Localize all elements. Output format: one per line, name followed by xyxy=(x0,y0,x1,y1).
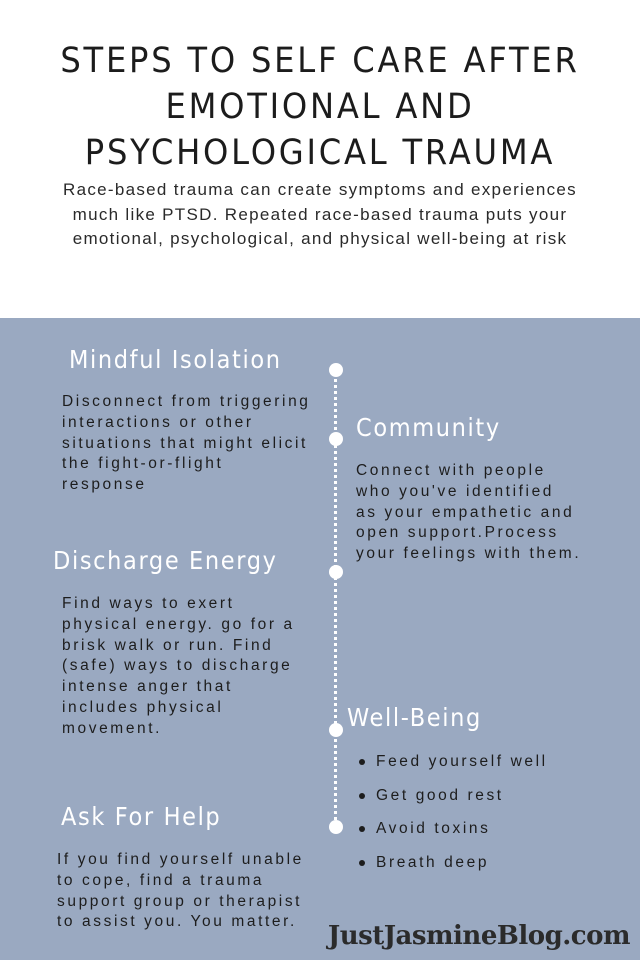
timeline-dot-2 xyxy=(329,432,343,446)
list-item: Get good rest xyxy=(358,779,558,813)
timeline-dot-5 xyxy=(329,820,343,834)
mindful-isolation-text: Disconnect from triggering interactions or other situations that might elicit the fight-or-flight response xyxy=(62,393,311,494)
discharge-energy-text: Find ways to exert physical energy. go for a brisk walk or run. Find (safe) ways to discharge intense anger that includes physical movement. xyxy=(62,595,295,737)
brand-logo-text: JustJasmineBlog.com xyxy=(327,921,630,951)
list-item: Feed yourself well xyxy=(358,745,558,779)
list-item: Breath deep xyxy=(358,846,558,880)
community-heading: Community xyxy=(356,413,501,442)
community-text: Connect with people who you've identified as your empathetic and open support.Process your feelings with them. xyxy=(356,462,582,563)
page-title: STEPS TO SELF CARE AFTER EMOTIONAL AND PSYCHOLOGICAL TRAUMA xyxy=(60,41,580,173)
well-being-heading: Well-Being xyxy=(347,703,482,732)
ask-for-help-text: If you find yourself unable to cope, find a trauma support group or therapist to assist you. You matter. xyxy=(57,851,304,931)
timeline-dot-1 xyxy=(329,363,343,377)
ask-for-help-heading: Ask For Help xyxy=(61,802,222,831)
timeline-dot-4 xyxy=(329,723,343,737)
mindful-isolation-heading: Mindful Isolation xyxy=(69,345,282,374)
discharge-energy-heading: Discharge Energy xyxy=(53,546,278,575)
intro-text: Race-based trauma can create symptoms and experiences much like PTSD. Repeated race-based trauma puts your emotional, psychological, and physical well-being at risk xyxy=(63,180,577,248)
list-item: Avoid toxins xyxy=(358,812,558,846)
timeline-dot-3 xyxy=(329,565,343,579)
well-being-list xyxy=(358,745,558,879)
